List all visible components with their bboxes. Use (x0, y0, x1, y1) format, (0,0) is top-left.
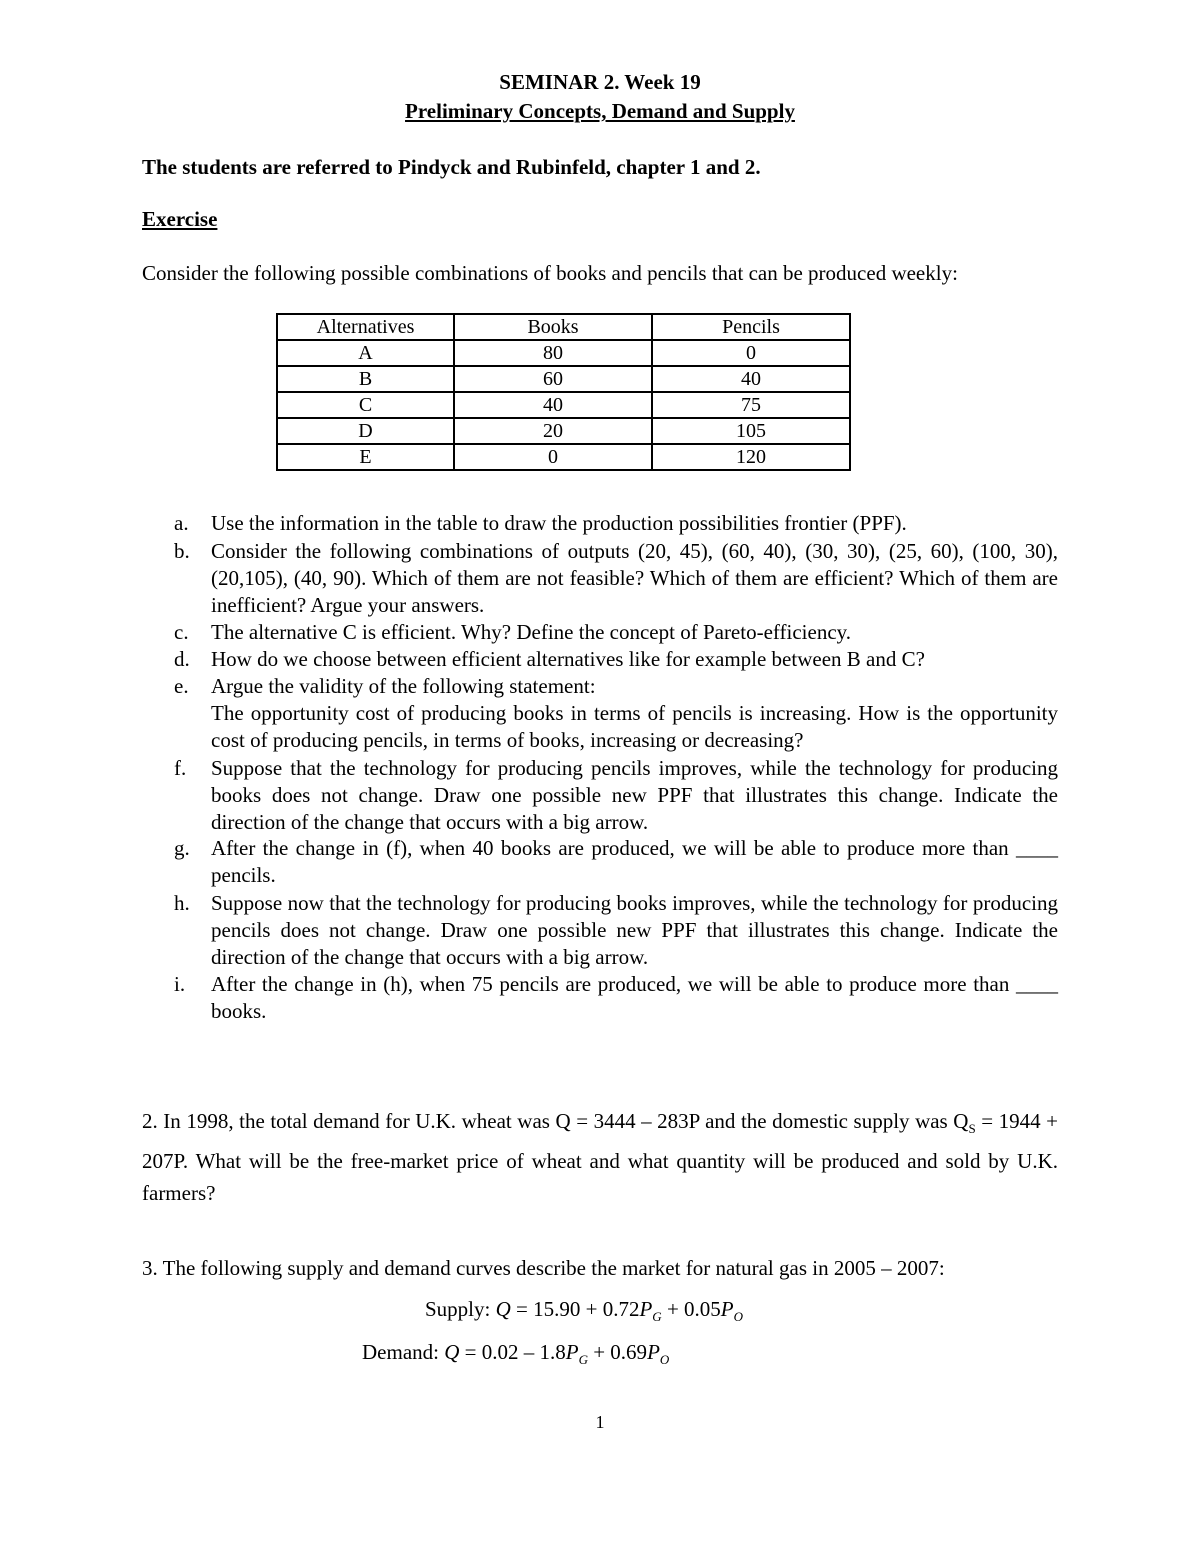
demand-equation (362, 1340, 669, 1368)
ppf-table (276, 313, 851, 471)
list-item-label: a. (174, 511, 189, 535)
list-item-label: i. (174, 972, 186, 996)
table-cell: B (277, 366, 454, 392)
table-cell: 75 (652, 392, 850, 418)
demand-term: = 0.02 – 1.8 (459, 1340, 566, 1364)
list-item-text: Consider the following combinations of outputs (20, 45), (60, 40), (30, 30), (25, 60), (100, 30), (20,105), (40, 90). Which of them are not feasible? Which of them are efficient? Which of them are inefficient? Argue your answers. (211, 539, 1058, 617)
table-cell: 60 (454, 366, 652, 392)
question-2-subscript: S (968, 1121, 976, 1137)
table-cell: 80 (454, 340, 652, 366)
list-item-label: d. (174, 647, 190, 671)
list-item-label: h. (174, 891, 190, 915)
table-header: Alternatives (277, 314, 454, 340)
table-row (277, 366, 850, 392)
list-item-text: After the change in (f), when 40 books are produced, we will be able to produce more than ____ pencils. (211, 836, 1058, 887)
table-cell: A (277, 340, 454, 366)
table-row (277, 340, 850, 366)
supply-equation (425, 1297, 743, 1325)
demand-po-sub: O (659, 1352, 670, 1368)
table-row (277, 418, 850, 444)
table-cell: E (277, 444, 454, 470)
list-item-label: e. (174, 674, 189, 698)
list-item-label: c. (174, 620, 189, 644)
list-item-text: How do we choose between efficient alternatives like for example between B and C? (211, 647, 925, 671)
intro-note: The students are referred to Pindyck and Rubinfeld, chapter 1 and 2. (142, 155, 761, 179)
demand-pg-sub: G (578, 1352, 588, 1368)
list-item-text: After the change in (h), when 75 pencils are produced, we will be able to produce more than ____ books. (211, 972, 1058, 1023)
demand-term: + 0.69 (587, 1340, 648, 1364)
question-3: 3. The following supply and demand curves describe the market for natural gas in 2005 – 2007: (142, 1256, 945, 1280)
table-row (277, 392, 850, 418)
demand-label: Demand: (362, 1340, 445, 1364)
supply-term: + 0.05 (661, 1297, 721, 1321)
table-header: Pencils (652, 314, 850, 340)
supply-po: P (720, 1297, 734, 1321)
supply-label: Supply: (425, 1297, 496, 1321)
question-2 (142, 1105, 1058, 1209)
table-cell: C (277, 392, 454, 418)
list-item-label: b. (174, 539, 190, 563)
page-number: 1 (595, 1412, 605, 1432)
table-cell: 105 (652, 418, 850, 444)
table-cell: 0 (454, 444, 652, 470)
document-subtitle: Preliminary Concepts, Demand and Supply (405, 99, 795, 123)
supply-term: = 15.90 + 0.72 (510, 1297, 640, 1321)
supply-po-sub: O (733, 1309, 743, 1325)
supply-q: Q (495, 1297, 511, 1321)
question-2-text-continued: = 1944 + 207P. What will be the free-market price of wheat and what quantity will be produced and sold by U.K. farmers? (142, 1109, 1059, 1206)
demand-q: Q (444, 1340, 460, 1364)
exercise-heading: Exercise (142, 207, 218, 231)
exercise-lead: Consider the following possible combinations of books and pencils that can be produced weekly: (142, 261, 958, 285)
supply-pg: P (639, 1297, 653, 1321)
document-title: SEMINAR 2. Week 19 (499, 70, 701, 94)
list-item-label: f. (174, 756, 187, 780)
list-item-text: Use the information in the table to draw the production possibilities frontier (PPF). (211, 511, 907, 535)
list-item-text: Argue the validity of the following statement: (211, 674, 596, 698)
table-row (277, 444, 850, 470)
question-2-text: 2. In 1998, the total demand for U.K. wheat was Q = 3444 – 283P and the domestic supply was Q (142, 1109, 969, 1133)
table-cell: 20 (454, 418, 652, 444)
list-item-text: Suppose now that the technology for producing books improves, while the technology for producing pencils does not change. Draw one possible new PPF that illustrates this change. Indicate the direction of the change that occurs with a big arrow. (211, 891, 1058, 969)
supply-pg-sub: G (652, 1309, 662, 1325)
table-cell: 40 (652, 366, 850, 392)
list-item-text: The alternative C is efficient. Why? Define the concept of Pareto-efficiency. (211, 620, 852, 644)
list-item-text: The opportunity cost of producing books in terms of pencils is increasing. How is the opportunity cost of producing pencils, in terms of books, increasing or decreasing? (211, 701, 1058, 752)
list-item-text: Suppose that the technology for producing pencils improves, while the technology for producing books does not change. Draw one possible new PPF that illustrates this change. Indicate the direction of the change that occurs with a big arrow. (211, 756, 1058, 834)
list-item-label: g. (174, 836, 190, 860)
table-cell: 0 (652, 340, 850, 366)
table-header-row (277, 314, 850, 340)
table-cell: 120 (652, 444, 850, 470)
table-cell: 40 (454, 392, 652, 418)
table-header: Books (454, 314, 652, 340)
demand-pg: P (565, 1340, 579, 1364)
table-cell: D (277, 418, 454, 444)
demand-po: P (647, 1340, 660, 1364)
